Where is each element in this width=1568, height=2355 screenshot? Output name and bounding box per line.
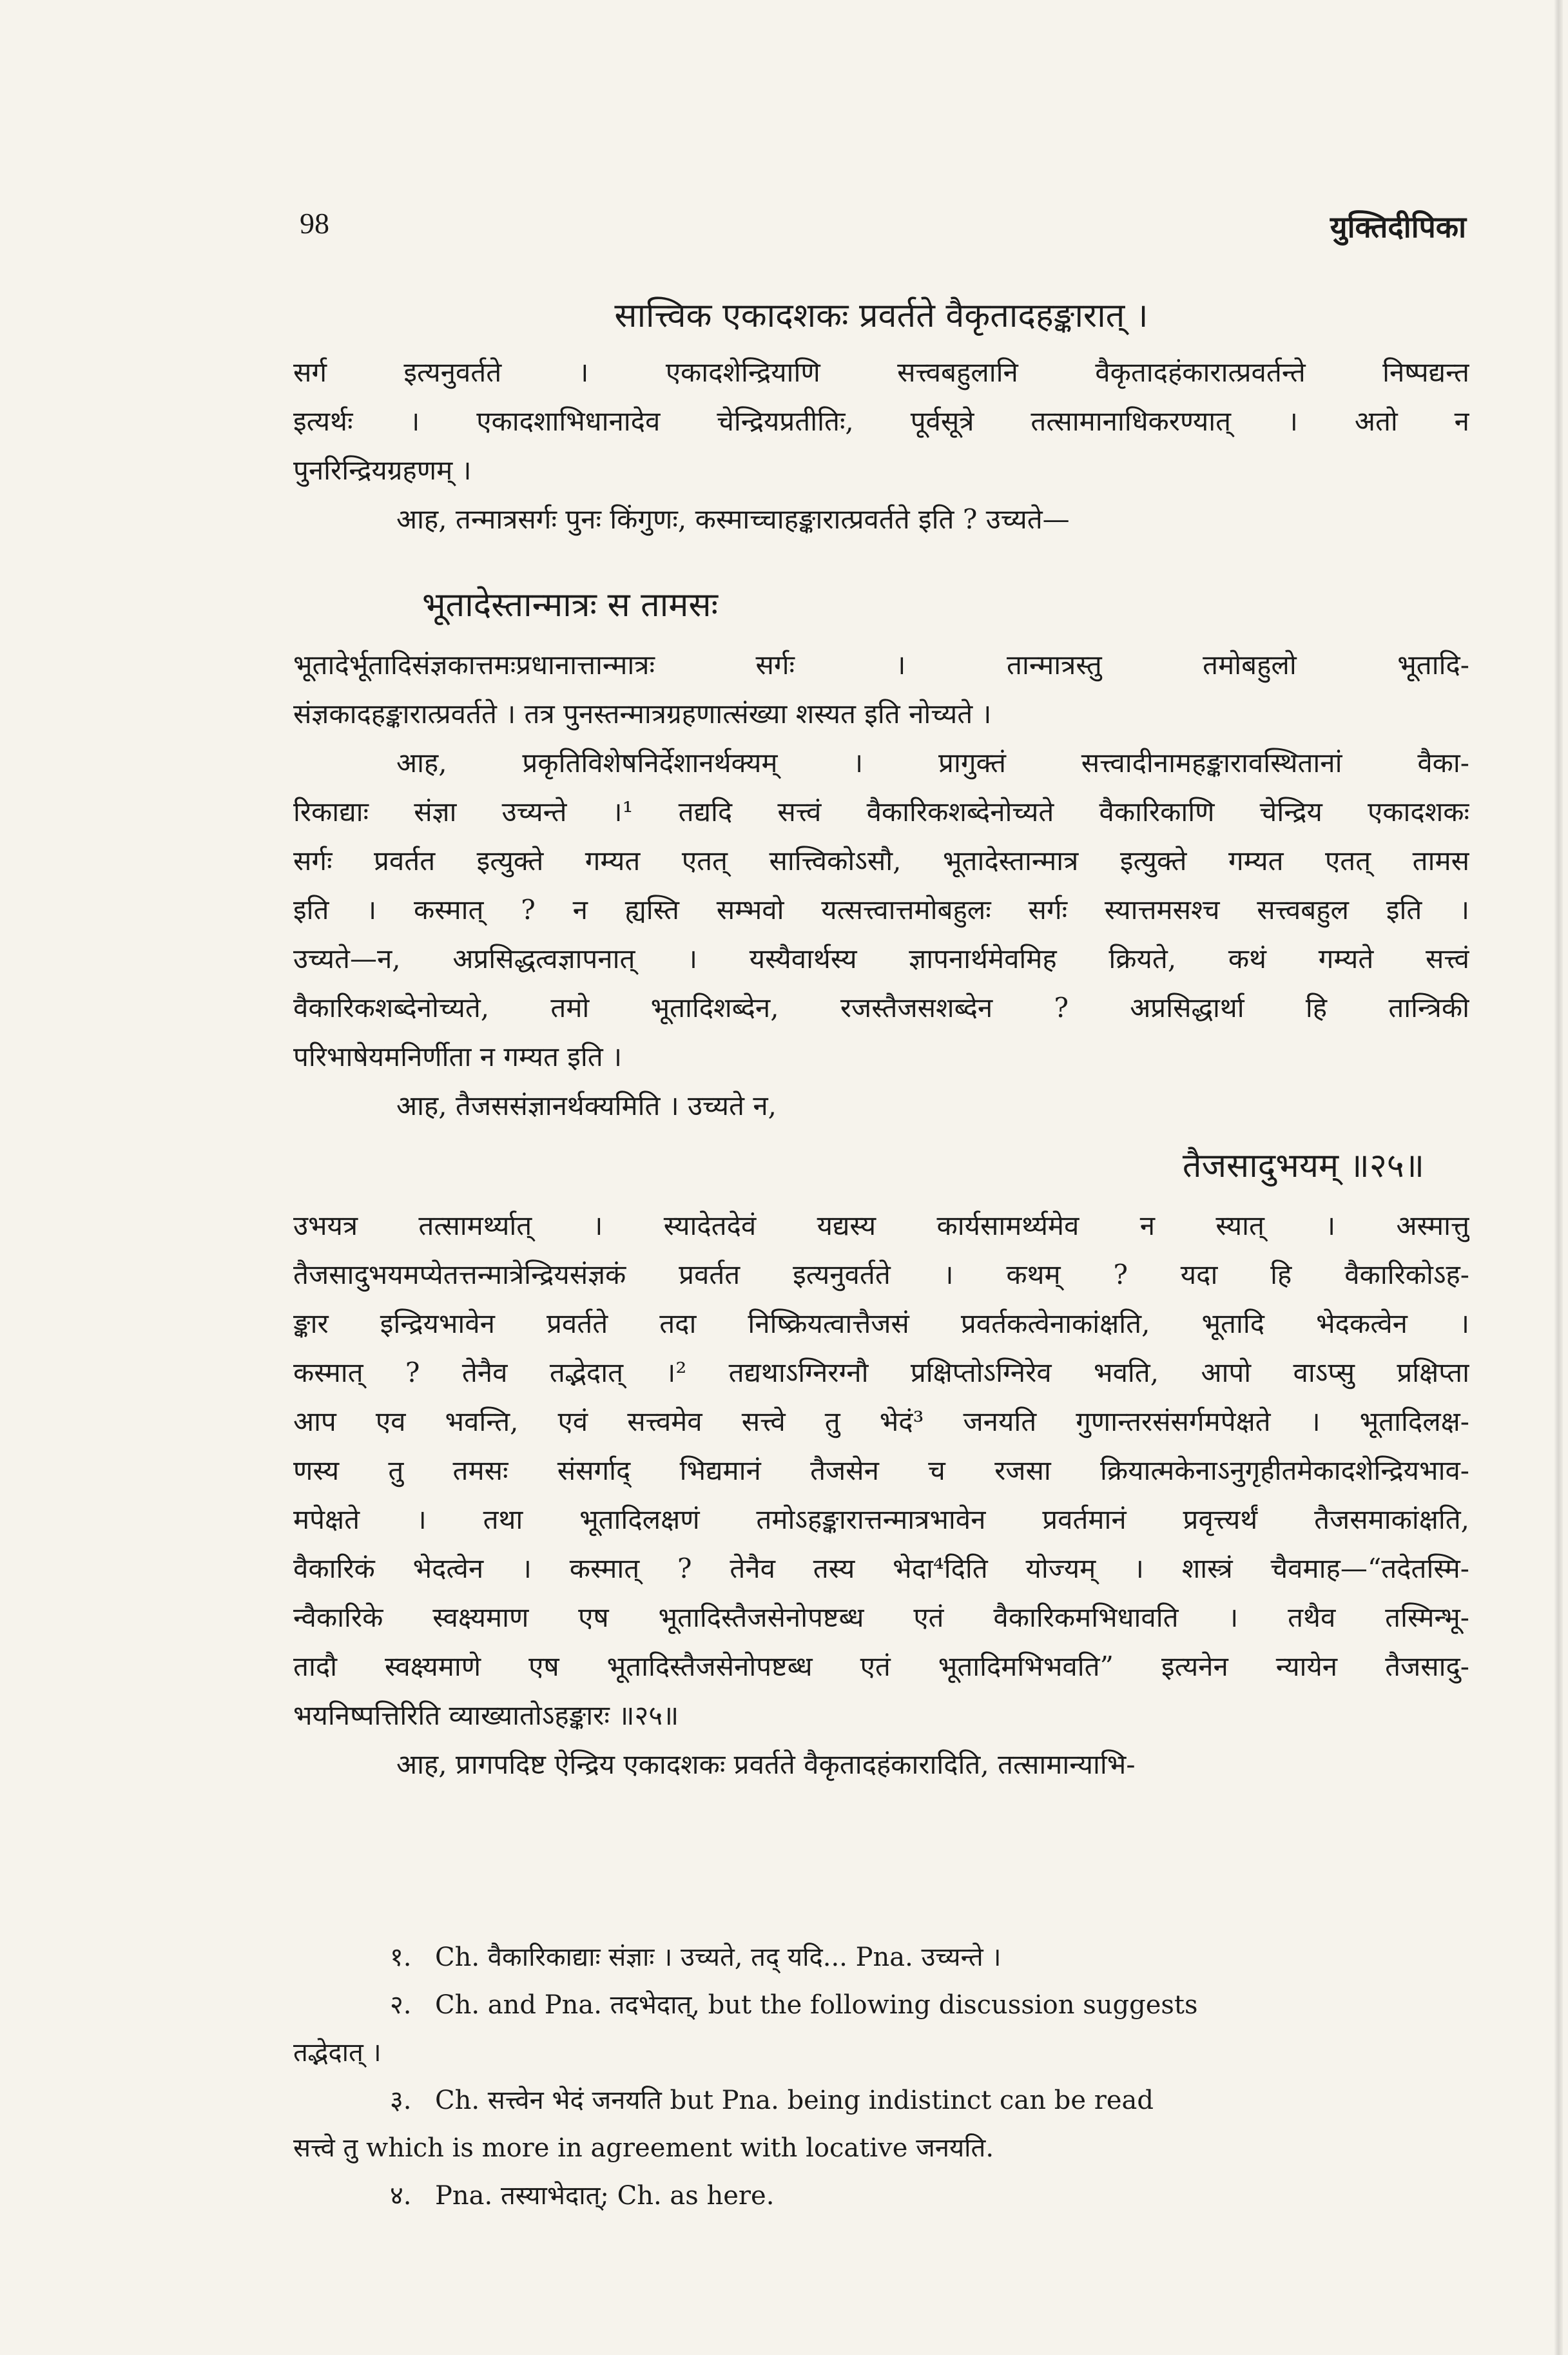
scan-edge [1554,0,1563,2355]
footnote-continuation [293,2029,1469,2077]
footnote-number: १. [390,1943,412,1972]
footnote [293,2172,1469,2220]
footnote [293,1933,1469,1981]
text-line: तैजसादुभयमप्येतत्तन्मात्रेन्द्रियसंज्ञकं प्रवर्तत इत्यनुवर्तते । कथम् ? यदा हि वैकारिकोऽह- [293,1259,1469,1290]
text-line: भूतादेर्भूतादिसंज्ञकात्तमःप्रधानात्तान्मात्रः सर्गः । तान्मात्रस्तु तमोबहुलो भूतादि- [293,649,1469,681]
footnotes [293,1933,1469,2220]
karika-verse: तैजसादुभयम् ॥२५॥ [1182,1147,1424,1185]
text-line: रिकाद्याः संज्ञा उच्यन्ते ।¹ तद्यदि सत्त्वं वैकारिकशब्देनोच्यते वैकारिकाणि चेन्द्रिय एकादशकः [293,796,1469,828]
text-line: परिभाषेयमनिर्णीता न गम्यत इति । [293,1041,622,1072]
text-line: आप एव भवन्ति, एवं सत्त्वमेव सत्त्वे तु भेदं³ जनयति गुणान्तरसंसर्गमपेक्षते । भूतादिलक्ष- [293,1406,1469,1437]
text-line: भयनिष्पत्तिरिति व्याख्यातोऽहङ्कारः ॥२५॥ [293,1700,679,1731]
footnote [293,1981,1469,2029]
footnote-text: Ch. सत्त्वेन भेदं जनयति but Pna. being indistinct can be read [435,2086,1154,2115]
footnote-text: Pna. तस्याभेदात्; Ch. as here. [435,2181,775,2211]
text-line: तादौ स्वक्ष्यमाणे एष भूतादिस्तैजसेनोपष्टब्ध एतं भूतादिमभिभवति” इत्यनेन न्यायेन तैजसादु- [293,1651,1469,1682]
text-line: न्वैकारिके स्वक्ष्यमाण एष भूतादिस्तैजसेनोपष्टब्ध एतं वैकारिकमभिधावति । तथैव तस्मिन्भू- [293,1602,1469,1633]
footnote-number: ३. [390,2086,412,2115]
text-line: आह, तैजससंज्ञानर्थक्यमिति । उच्यते न, [396,1090,777,1121]
footnote-text: Ch. वैकारिकाद्याः संज्ञाः । उच्यते, तद् यदि... Pna. उच्यन्ते । [435,1943,1002,1972]
karika-verse: भूतादेस्तान्मात्रः स तामसः [422,586,718,625]
text-line: पुनरिन्द्रियग्रहणम् । [293,454,472,486]
text-line: ङ्कार इन्द्रियभावेन प्रवर्तते तदा निष्क्रियत्वात्तैजसं प्रवर्तकत्वेनाकांक्षति, भूतादि भेदकत्वेन । [293,1308,1469,1339]
text-line: आह, प्रागपदिष्ट ऐन्द्रिय एकादशकः प्रवर्तते वैकृतादहंकारादिति, तत्सामान्याभि- [396,1749,1136,1780]
footnote-text: तद्भेदात् । [293,2038,382,2068]
text-line: मपेक्षते । तथा भूतादिलक्षणं तमोऽहङ्कारात्तन्मात्रभावेन प्रवर्तमानं प्रवृत्त्यर्थं तैजसमाकांक्षति, [293,1504,1469,1535]
text-line: संज्ञकादहङ्कारात्प्रवर्तते । तत्र पुनस्तन्मात्रग्रहणात्संख्या शस्यत इति नोच्यते । [293,698,992,730]
page-number: 98 [300,207,329,240]
main-text [293,284,1469,1789]
text-line: इति । कस्मात् ? न ह्यस्ति सम्भवो यत्सत्त्वात्तमोबहुलः सर्गः स्यात्तमसश्च सत्त्वबहुल इति । [293,894,1469,926]
footnote-continuation [293,2124,1469,2172]
text-line: सर्ग इत्यनुवर्तते । एकादशेन्द्रियाणि सत्त्वबहुलानि वैकृतादहंकारात्प्रवर्तन्ते निष्पद्यन्त [293,356,1469,388]
text-line: सर्गः प्रवर्तत इत्युक्ते गम्यत एतत् सात्त्विकोऽसौ, भूतादेस्तान्मात्र इत्युक्ते गम्यत एतत् तामस [293,845,1469,877]
footnote-text: सत्त्वे तु which is more in agreement with locative जनयति. [293,2133,994,2163]
karika-verse: सात्त्विक एकादशकः प्रवर्तते वैकृतादहङ्कारात् । [614,296,1148,335]
text-line: उच्यते—न, अप्रसिद्धत्वज्ञापनात् । यस्यैवार्थस्य ज्ञापनार्थमेवमिह क्रियते, कथं गम्यते सत्त्वं [293,943,1469,974]
text-line: कस्मात् ? तेनैव तद्भेदात् ।² तद्यथाऽग्निरग्नौ प्रक्षिप्तोऽग्निरेव भवति, आपो वाऽप्सु प्रक्षिप्ता [293,1357,1469,1388]
footnote-number: ४. [390,2181,412,2211]
text-line: वैकारिकं भेदत्वेन । कस्मात् ? तेनैव तस्य भेदा⁴दिति योज्यम् । शास्त्रं चैवमाह—“तदेतस्मि- [293,1553,1469,1584]
text-line: इत्यर्थः । एकादशाभिधानादेव चेन्द्रियप्रतीतिः, पूर्वसूत्रे तत्सामानाधिकरण्यात् । अतो न [293,405,1469,437]
text-line: वैकारिकशब्देनोच्यते, तमो भूतादिशब्देन, रजस्तैजसशब्देन ? अप्रसिद्धार्था हि तान्त्रिकी [293,992,1469,1023]
footnote-number: २. [390,1990,412,2020]
footnote-text: Ch. and Pna. तदभेदात्, but the following discussion suggests [435,1990,1198,2020]
text-line: उभयत्र तत्सामर्थ्यात् । स्यादेतदेवं यद्यस्य कार्यसामर्थ्यमेव न स्यात् । अस्मात्तु [293,1210,1469,1241]
text-line: णस्य तु तमसः संसर्गाद् भिद्यमानं तैजसेन च रजसा क्रियात्मकेनाऽनुगृहीतमेकादशेन्द्रियभाव- [293,1455,1469,1486]
page-header [300,206,1466,258]
footnote [293,2077,1469,2124]
text-line: आह, तन्मात्रसर्गः पुनः किंगुणः, कस्माच्चाहङ्कारात्प्रवर्तते इति ? उच्यते— [396,503,1070,535]
running-title: युक्तिदीपिका [1330,209,1466,244]
text-line: आह, प्रकृतिविशेषनिर्देशानर्थक्यम् । प्रागुक्तं सत्त्वादीनामहङ्कारावस्थितानां वैका- [396,747,1469,779]
